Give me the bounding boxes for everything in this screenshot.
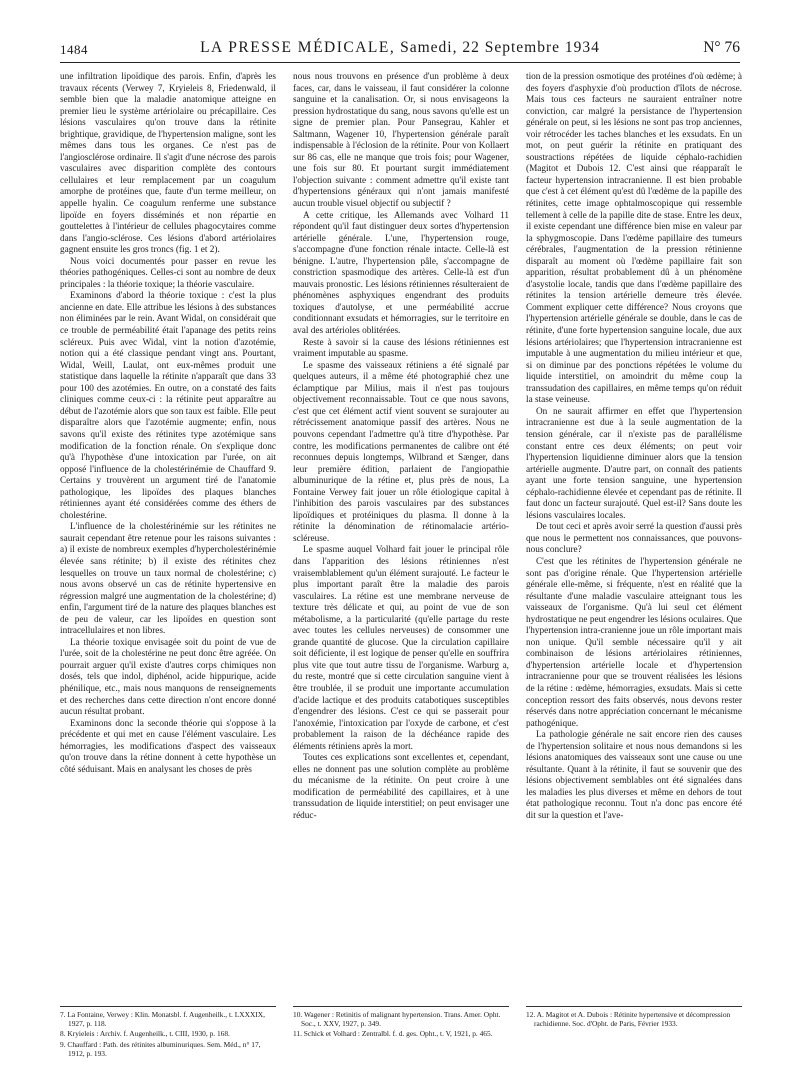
issue-number: N° 76 xyxy=(703,39,740,56)
paragraph: On ne saurait affirmer en effet que l'hypertension intracranienne est due à la seule augmentation de la tension générale, car il n'existe pas de parallélisme constant entre ces deux éléments; on peut voir l'hypertension liquidienne diminuer alors que la tension artérielle augmente. D'autre part, on connaît des patients ayant une forte tension sanguine, une hypertension céphalo-rachidienne élevée et cependant pas de rétinite. Il faut donc un facteur surajouté. Quel est-il? Sans doute les lésions vasculaires locales. xyxy=(526,406,742,521)
paragraph: une infiltration lipoïdique des parois. Enfin, d'après les travaux récents (Verwey 7, Kryieleis 8, Friedenwald, il semble bien que la maladie anatomique atteigne en premier lieu le système artériolaire ou précapillaire. Ces lésions vasculaires qu'on trouve dans la rétinite brightique, gravidique, de l'hypertension maligne, sont les mêmes dans tous les organes. Ce n'est pas de l'angiosclérose ordinaire. Il s'agit d'une nécrose des parois vasculaires avec disparition complète des contours cellulaires et leur remplacement par un coagulum amorphe de protéines que, faute d'un terme meilleur, on appelle hyalin. Ce coagulum renferme une substance lipoïde en foyers disséminés et non répartie en gouttelettes à l'intérieur de cellules phagocytaires comme dans l'angio-sclérose. Ces lésions d'abord artériolaires gagnent ensuite les gros troncs (fig. 1 et 2). xyxy=(60,72,276,256)
footnote: 8. Kryieleis : Archiv. f. Augenheilk., t. CIII, 1930, p. 168. xyxy=(60,1029,230,1039)
footnote: 11. Schick et Volhard : Zentralbl. f. d. ges. Opht., t. V, 1921, p. 465. xyxy=(293,1029,493,1039)
issue-date: Samedi, 22 Septembre 1934 xyxy=(400,39,600,56)
paragraph: La pathologie générale ne sait encore rien des causes de l'hypertension solitaire et nous nous demandons si les lésions anatomiques des vaisseaux sont une cause ou une résultante. Quant à la rétinite, il faut se souvenir que des lésions objectivement semblables ont été signalées dans les maladies les plus diverses et même en dehors de tout état pathologique reconnu. Tout n'a donc pas encore été dit sur la question et l'ave- xyxy=(526,730,742,821)
paragraph: Le spasme auquel Volhard fait jouer le principal rôle dans l'apparition des lésions rétiniennes n'est vraisemblablement qu'un élément surajouté. Le facteur le plus important paraît être la maladie des parois vasculaires. La rétine est une membrane nerveuse de texture très délicate et qui, au point de vue de son métabolisme, a la particularité (qu'elle partage du reste avec toutes les cellules nerveuses) de consommer une grande quantité de glucose. Que la circulation capillaire soit déficiente, il est logique de penser qu'elle en souffrira plus vite que tout autre tissu de l'organisme. Warburg a, du reste, montré que si cette circulation sanguine vient à être troublée, il se produit une importante accumulation d'acide lactique et des produits catabotiques susceptibles d'engendrer des lésions. C'est ce qui se passerait pour l'anoxémie, l'intoxication par l'oxyde de carbone, et c'est probablement la raison de la déchéance rapide des éléments rétiniens après la mort. xyxy=(293,545,509,752)
paragraph: Reste à savoir si la cause des lésions rétiniennes est vraiment imputable au spasme. xyxy=(293,337,509,360)
footnote: 9. Chauffard : Path. des rétinites albuminuriques. Sem. Méd., n° 17, 1912, p. 193. xyxy=(60,1039,261,1058)
text-column-3 xyxy=(526,72,742,823)
paragraph: Examinons donc la seconde théorie qui s'oppose à la précédente et qui met en cause l'élément vasculaire. Les hémorragies, les modifications d'aspect des vaisseaux qu'on trouve dans la rétine donnent à cette hypothèse un côté séduisant. Mais en analysant les choses de près xyxy=(60,718,276,775)
text-column-2 xyxy=(293,72,509,823)
footnote: 7. La Fontaine, Verwey : Klin. Monatsbl. f. Augenheilk., t. LXXXIX, 1927, p. 118. xyxy=(60,1010,265,1029)
journal-name: LA PRESSE MÉDICALE, xyxy=(200,39,396,56)
running-title xyxy=(60,39,740,57)
paragraph: Examinons d'abord la théorie toxique : c'est la plus ancienne en date. Elle attribue les lésions à des substances non éliminées par le rein. Avant Widal, on considérait que ce trouble de perméabilité était l'apanage des petits reins scléreux. Puis avec Widal, vint la notion d'azotémie, notion qui a été classique pendant vingt ans. Pourtant, Widal, Weill, Laulat, ont eux-mêmes produit une statistique dans laquelle la rétinite n'apparaît que dans 33 pour 100 des azotémies. En outre, on a constaté des faits cliniques comme ceux-ci : la rétinite peut apparaître au début de l'azotémie alors que son taux est faible. Elle peut disparaître alors que l'azotémie augmente; enfin, nous savons qu'il existe des rétinites type azotémique sans modification de la fonction rénale. On s'explique donc qu'à l'hypothèse d'une intoxication par l'urée, on ait opposé l'influence de la cholestérinémie de Chauffard 9. Certains y trouvèrent un argument tiré de l'anatomie pathologique, les lipoïdes des plaques blanches rétiniennes ayant été considérées comme des éthers de cholestérine. xyxy=(60,291,276,521)
footnote: 10. Wagener : Retinitis of malignant hypertension. Trans. Amer. Opht. Soc., t. XXV, 1927, p. 349. xyxy=(293,1010,501,1029)
paragraph: nous nous trouvons en présence d'un problème à deux faces, car, dans le vaisseau, il faut considérer la colonne sanguine et la canalisation. Or, si nous envisageons la pression hydrostatique du sang, nous savons qu'elle est un signe de premier plan. Pour Pansegrau, Kahler et Saltmann, Wagener 10, l'hypertension générale paraît indispensable à l'éclosion de la rétinite. Pour von Kollaert sur 86 cas, elle ne manque que trois fois; pour Wagener, une fois sur 80. Et pourtant surgit immédiatement l'objection suivante : comment admettre qu'il existe tant d'hypertensions généraux qui n'ont jamais manifesté aucun trouble visuel objectif ou subjectif ? xyxy=(293,72,509,210)
page-header xyxy=(60,38,740,63)
page-number: 1484 xyxy=(60,42,88,57)
paragraph: La théorie toxique envisagée soit du point de vue de l'urée, soit de la cholestérine ne peut donc être agréée. On pourrait arguer qu'il existe d'autres corps chimiques non dosés, tels que indol, diphénol, acide hippurique, acide phénilique, etc., mais nous manquons de renseignements et des recherches dans cette direction n'ont encore donné aucun résultat probant. xyxy=(60,637,276,718)
paragraph: C'est que les rétinites de l'hypertension générale ne sont pas d'origine rénale. Que l'hypertension artérielle générale elle-même, si fréquente, n'est en réalité que la résultante d'une maladie vasculaire atteignant tous les vaisseaux de l'organisme. Qu'à lui seul cet élément hydrostatique ne peut engendrer les lésions oculaires. Que l'hypertension intra-cranienne joue un rôle important mais non unique. Qu'il semble nécessaire qu'il y ait combinaison de lésions artériolaires rétiniennes, d'hypertension artérielle locale et d'hypertension intracranienne pour que se trouvent réalisées les lésions de la rétine : œdème, hémorragies, exsudats. Mais si cette conception ressort des faits observés, nous devons rester réservés dans notre appréciation concernant le mécanisme pathogénique. xyxy=(526,556,742,729)
text-column-1 xyxy=(60,72,276,776)
footnote: 12. A. Magitot et A. Dubois : Rétinite hypertensive et décompression rachidienne. Soc. d'Opht. de Paris, Février 1933. xyxy=(526,1010,731,1029)
footnotes-column-3 xyxy=(526,1006,742,1029)
footnotes-column-1 xyxy=(60,1006,276,1059)
paragraph: Le spasme des vaisseaux rétiniens a été signalé par quelques auteurs, il a même été photographié chez une éclamptique par Milius, mais il n'est pas toujours objectivement reconnaissable. Tout ce que nous savons, c'est que cet élément actif vient souvent se surajouter au rétrécissement anatomique passif des artères. Nous ne pouvons cependant l'admettre qu'à titre d'hypothèse. Par contre, les modifications permanentes de calibre ont été reconnues depuis longtemps, Wilbrand et Sænger, dans leur première édition, parlaient de l'angiopathie albuminurique de la rétine et, plus près de nous, La Fontaine Verwey fait jouer un rôle étiologique capital à l'inhibition des parois vasculaires par des substances lipoïdiques et protéiniques du plasma. Il donne à la rétinite la dénomination de rétinomalacie artério-scléreuse. xyxy=(293,360,509,544)
paragraph: De tout ceci et après avoir serré la question d'aussi près que nous le permettent nos connaissances, que pouvons-nous conclure? xyxy=(526,522,742,556)
footnotes-column-2 xyxy=(293,1006,509,1040)
paragraph: A cette critique, les Allemands avec Volhard 11 répondent qu'il faut distinguer deux sortes d'hypertension artérielle générale. L'une, l'hypertension rouge, s'accompagne d'une fonction rénale intacte. Celle-là est bénigne. L'autre, l'hypertension pâle, s'accompagne de constriction spasmodique des artères. Celle-là est d'un mauvais pronostic. Les lésions rétiniennes résulteraient de phénomènes asphyxiques engendrant des produits toxiques d'autolyse, et une perméabilité accrue conditionnant exsudats et hémorragies, sur le territoire en aval des artérioles oblitérées. xyxy=(293,210,509,337)
paragraph: tion de la pression osmotique des protéines d'où œdème; à des foyers d'asphyxie d'où production d'îlots de nécrose. Mais tous ces facteurs ne sauraient entraîner notre conviction, car malgré la persistance de l'hypertension générale on peut, si les lésions ne sont pas trop anciennes, voir rétrocéder les taches blanches et les exsudats. En un mot, on peut guérir la rétinite en pratiquant des soustractions répétées de liquide céphalo-rachidien (Magitot et Dubois 12. C'est ainsi que réapparaît le facteur hypertension intracranienne. Il est bien probable que c'est à cet élément qu'est dû l'œdème de la papille des rétinites, cette image ophtalmoscopique qui ressemble tellement à celle de la papille dite de stase. Entre les deux, il existe cependant une différence bien mise en valeur par la sphygmoscopie. Dans l'œdème papillaire des tumeurs cérébrales, l'augmentation de la pression rétinienne disparaît au moment où l'œdème papillaire fait son apparition, résultat probablement dû à un phénomène d'asystolie locale, tandis que dans l'œdème papillaire des rétinites la tension artérielle demeure très élevée. Comment expliquer cette différence? Nous croyons que l'hypertension artérielle générale se double, dans le cas de rétinite, d'une forte hypertension sanguine locale, due aux lésions artériolaires; que l'hypertension intracranienne est imputable à une augmentation du milieu intérieur et que, si on diminue par des ponctions répétées le volume du liquide interstitiel, on amoindrit du même coup la transsudation des capillaires, en même temps qu'on réduit la stase veineuse. xyxy=(526,72,742,406)
paragraph: L'influence de la cholestérinémie sur les rétinites ne saurait cependant être retenue pour les raisons suivantes : a) il existe de nombreux exemples d'hypercholestérinémie élevée sans rétinite; b) il existe des rétinites chez lesquelles on trouve un taux normal de cholestérine; c) nous avons observé un cas de rétinite hypertensive en régression malgré une augmentation de la cholestérine; d) enfin, l'argument tiré de la nature des plaques blanches est de peu de valeur, car les lipoïdes en question sont intracellulaires et non libres. xyxy=(60,522,276,637)
paragraph: Toutes ces explications sont excellentes et, cependant, elles ne donnent pas une solution complète au problème du mécanisme de la rétinite. On peut croire à une modification de perméabilité des capillaires, et à une transsudation de liquide interstitiel; on peut envisager une réduc- xyxy=(293,753,509,821)
paragraph: Nous voici documentés pour passer en revue les théories pathogéniques. Celles-ci sont au nombre de deux principales : la théorie toxique; la théorie vasculaire. xyxy=(60,256,276,290)
